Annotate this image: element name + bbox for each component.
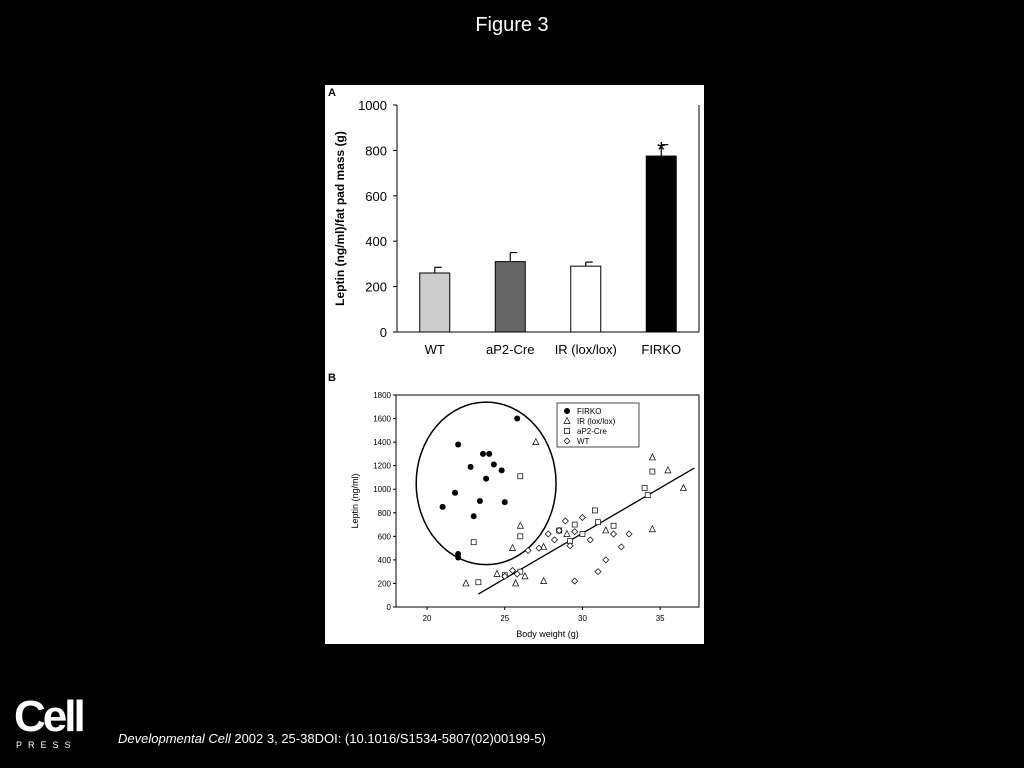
x-tick-label: 25 bbox=[500, 614, 510, 623]
point-ir-lox-lox bbox=[510, 545, 516, 551]
legend-label: FIRKO bbox=[577, 407, 602, 416]
y-tick-label: 400 bbox=[377, 555, 391, 565]
point-firko bbox=[491, 461, 497, 467]
x-tick-label: 20 bbox=[422, 614, 432, 623]
citation bbox=[118, 731, 546, 746]
point-ir-lox-lox bbox=[665, 467, 671, 473]
point-firko bbox=[468, 464, 474, 470]
point-ir-lox-lox bbox=[564, 530, 570, 536]
legend-label: IR (lox/lox) bbox=[577, 417, 616, 426]
bar bbox=[646, 156, 676, 332]
logo-sub: PRESS bbox=[16, 740, 77, 750]
point-wt bbox=[525, 547, 531, 553]
point-ir-lox-lox bbox=[517, 522, 523, 528]
figure-svg bbox=[325, 85, 704, 644]
y-tick-label: 600 bbox=[365, 188, 387, 204]
plot-frame bbox=[396, 395, 699, 607]
point-firko bbox=[514, 416, 520, 422]
point-ap2-cre bbox=[650, 469, 655, 474]
y-tick-label: 0 bbox=[386, 603, 391, 612]
point-ir-lox-lox bbox=[533, 439, 539, 445]
figure-panel bbox=[325, 85, 704, 644]
bar bbox=[420, 273, 450, 332]
y-tick-label: 200 bbox=[377, 579, 391, 589]
point-firko bbox=[502, 499, 508, 505]
x-tick-label: aP2-Cre bbox=[486, 342, 535, 357]
legend-label: WT bbox=[577, 437, 590, 446]
slide-title: Figure 3 bbox=[475, 14, 549, 36]
point-wt bbox=[545, 531, 551, 537]
point-ap2-cre bbox=[611, 523, 616, 528]
point-wt bbox=[595, 569, 601, 575]
point-ap2-cre bbox=[596, 520, 601, 525]
point-firko bbox=[477, 498, 483, 504]
bar bbox=[495, 262, 525, 332]
point-firko bbox=[455, 441, 461, 447]
citation-details: 2002 3, 25-38DOI: (10.1016/S1534-5807(02)00199-5) bbox=[230, 731, 546, 746]
point-ap2-cre bbox=[471, 540, 476, 545]
point-ap2-cre bbox=[645, 493, 650, 498]
y-tick-label: 1000 bbox=[358, 98, 387, 113]
point-wt bbox=[587, 537, 593, 543]
cell-press-logo bbox=[14, 692, 86, 750]
point-ap2-cre bbox=[476, 580, 481, 585]
y-tick-label: 800 bbox=[377, 508, 391, 518]
logo-word: Cell bbox=[14, 692, 83, 741]
legend-marker bbox=[564, 408, 570, 414]
legend-label: aP2-Cre bbox=[577, 427, 607, 436]
trendline bbox=[478, 468, 694, 594]
y-tick-label: 1600 bbox=[373, 414, 391, 424]
bar-chart bbox=[333, 98, 699, 357]
point-wt bbox=[618, 544, 624, 550]
point-wt bbox=[611, 531, 617, 537]
point-firko bbox=[499, 467, 505, 473]
point-wt bbox=[551, 537, 557, 543]
point-firko bbox=[452, 490, 458, 496]
point-firko bbox=[483, 476, 489, 482]
x-tick-label: 35 bbox=[655, 614, 665, 623]
point-ir-lox-lox bbox=[463, 580, 469, 586]
point-wt bbox=[572, 578, 578, 584]
scatter-chart bbox=[350, 391, 699, 639]
significance-annotation: * bbox=[656, 137, 666, 163]
point-ir-lox-lox bbox=[494, 571, 500, 577]
point-ap2-cre bbox=[592, 508, 597, 513]
point-firko bbox=[471, 513, 477, 519]
highlight-ellipse bbox=[416, 402, 556, 565]
point-ir-lox-lox bbox=[649, 526, 655, 532]
point-wt bbox=[626, 531, 632, 537]
x-tick-label: WT bbox=[424, 342, 445, 357]
point-ir-lox-lox bbox=[649, 454, 655, 460]
x-tick-label: IR (lox/lox) bbox=[554, 342, 617, 357]
point-firko bbox=[440, 504, 446, 510]
point-firko bbox=[480, 451, 486, 457]
point-ir-lox-lox bbox=[513, 580, 519, 586]
y-tick-label: 800 bbox=[365, 143, 387, 159]
point-wt bbox=[572, 529, 578, 535]
point-ap2-cre bbox=[518, 534, 523, 539]
panel-a-label: A bbox=[328, 87, 336, 99]
x-tick-label: 30 bbox=[578, 614, 587, 623]
point-wt bbox=[536, 545, 542, 551]
y-axis-label: Leptin (ng/ml)/fat pad mass (g) bbox=[333, 131, 347, 306]
y-tick-label: 1000 bbox=[373, 485, 391, 495]
y-axis-label: Leptin (ng/ml) bbox=[350, 473, 360, 529]
point-ir-lox-lox bbox=[603, 527, 609, 533]
y-tick-label: 0 bbox=[379, 325, 387, 340]
point-firko bbox=[486, 451, 492, 457]
legend-marker bbox=[565, 429, 570, 434]
point-firko bbox=[455, 555, 461, 561]
point-ir-lox-lox bbox=[680, 485, 686, 491]
citation-journal: Developmental Cell bbox=[118, 731, 231, 746]
y-tick-label: 400 bbox=[365, 234, 387, 250]
y-tick-label: 1200 bbox=[373, 461, 391, 471]
point-ap2-cre bbox=[642, 486, 647, 491]
y-tick-label: 200 bbox=[365, 279, 387, 295]
x-tick-label: FIRKO bbox=[641, 342, 682, 357]
point-wt bbox=[579, 514, 585, 520]
point-ap2-cre bbox=[572, 522, 577, 527]
x-axis-label: Body weight (g) bbox=[516, 629, 579, 639]
y-tick-label: 600 bbox=[377, 532, 391, 542]
point-wt bbox=[562, 518, 568, 524]
y-tick-label: 1800 bbox=[373, 391, 391, 400]
point-wt bbox=[603, 557, 609, 563]
point-ap2-cre bbox=[518, 474, 523, 479]
point-ap2-cre bbox=[580, 531, 585, 536]
point-ir-lox-lox bbox=[541, 578, 547, 584]
y-tick-label: 1400 bbox=[373, 438, 391, 448]
bar bbox=[571, 266, 601, 332]
panel-b-label: B bbox=[328, 372, 336, 384]
